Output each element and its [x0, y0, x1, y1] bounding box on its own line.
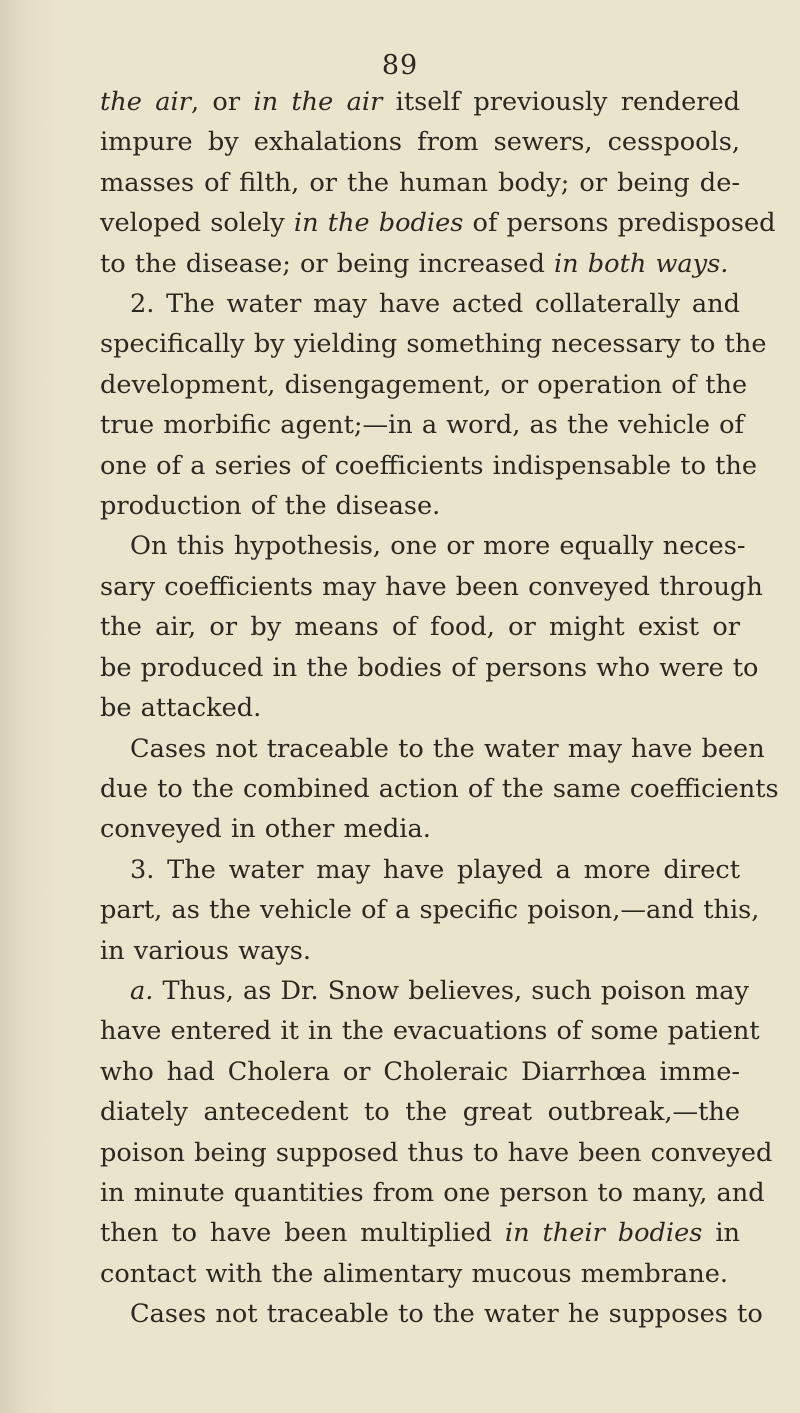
page-number: 89 — [381, 50, 419, 81]
text-segment: diately antecedent to the great outbreak,—the — [100, 1097, 740, 1128]
text-line — [100, 82, 740, 122]
text-segment: 3. The water may have played a more direct — [130, 854, 740, 885]
text-segment: who had Cholera or Choleraic Diarrhœa imme- — [100, 1056, 740, 1087]
text-segment: of persons predisposed — [463, 208, 776, 239]
text-segment: Cases not traceable to the water may have been — [130, 733, 765, 764]
text-segment: true morbific agent;—in a word, as the vehicle of — [100, 410, 745, 441]
text-segment: specifically by yielding something necessary to the — [100, 329, 767, 360]
text-line — [100, 809, 740, 849]
text-line — [100, 931, 740, 971]
text-line — [100, 769, 779, 809]
text-line — [100, 446, 758, 486]
text-segment: production of the disease. — [100, 491, 441, 522]
text-segment: conveyed in other media. — [100, 814, 431, 845]
text-segment: the air, or by means of food, or might exist or — [100, 612, 740, 643]
text-line — [100, 486, 740, 526]
text-line — [100, 890, 760, 930]
text-line — [100, 1052, 740, 1092]
text-line — [100, 850, 740, 890]
text-line — [100, 688, 740, 728]
text-segment: masses of filth, or the human body; or being de- — [100, 167, 740, 198]
text-line — [100, 1011, 760, 1051]
text-segment: one of a series of coefficients indispensable to the — [100, 450, 758, 481]
text-segment: poison being supposed thus to have been conveyed — [100, 1137, 773, 1168]
italic-text: in their bodies — [504, 1218, 703, 1249]
text-line — [100, 1173, 765, 1213]
italic-text: the air — [100, 87, 191, 117]
text-segment: then to have been multiplied — [100, 1218, 505, 1249]
text-line — [100, 284, 740, 324]
text-segment: in various ways. — [100, 935, 311, 966]
text-segment: , or — [190, 87, 254, 117]
text-segment: impure by exhalations from sewers, cesspools, — [100, 127, 740, 158]
text-segment: 2. The water may have acted collaterally and — [130, 289, 740, 320]
text-segment: sary coefficients may have been conveyed through — [100, 571, 763, 602]
italic-text: in both ways. — [553, 248, 729, 279]
text-segment: in minute quantities from one person to many, and — [100, 1177, 765, 1208]
text-line — [100, 526, 746, 566]
text-line — [100, 324, 767, 364]
text-line — [100, 607, 740, 647]
text-line — [100, 1294, 763, 1334]
text-line — [100, 567, 763, 607]
text-segment: part, as the vehicle of a specific poison,—and this, — [100, 895, 760, 926]
text-line — [100, 971, 749, 1011]
text-line — [100, 1213, 740, 1253]
text-segment: Thus, as Dr. Snow believes, such poison may — [153, 975, 749, 1006]
text-line — [100, 163, 740, 203]
text-line — [100, 244, 740, 284]
text-line — [100, 729, 765, 769]
text-segment: in — [702, 1218, 740, 1249]
italic-text: a. — [130, 975, 154, 1006]
text-segment: due to the combined action of the same coefficients — [100, 773, 779, 804]
text-segment: development, disengagement, or operation of the — [100, 369, 748, 400]
text-line — [100, 122, 740, 162]
text-segment: Cases not traceable to the water he supposes to — [130, 1299, 763, 1330]
text-line — [100, 405, 745, 445]
text-line — [100, 1092, 740, 1132]
text-segment: to the disease; or being increased — [100, 248, 554, 279]
text-line — [100, 1133, 773, 1173]
text-segment: veloped solely — [100, 208, 294, 239]
text-segment: be attacked. — [100, 693, 262, 724]
text-segment: be produced in the bodies of persons who were to — [100, 652, 759, 683]
text-segment: itself previously rendered — [382, 87, 740, 117]
text-line — [100, 648, 759, 688]
text-line — [100, 1254, 740, 1294]
italic-text: in the air — [253, 87, 383, 117]
italic-text: in the bodies — [293, 208, 464, 239]
body-text — [100, 82, 779, 1335]
text-segment: contact with the alimentary mucous membrane. — [100, 1258, 729, 1289]
text-segment: On this hypothesis, one or more equally neces- — [130, 531, 746, 562]
text-line — [100, 203, 776, 243]
text-segment: have entered it in the evacuations of some patient — [100, 1016, 760, 1047]
text-line — [100, 365, 748, 405]
